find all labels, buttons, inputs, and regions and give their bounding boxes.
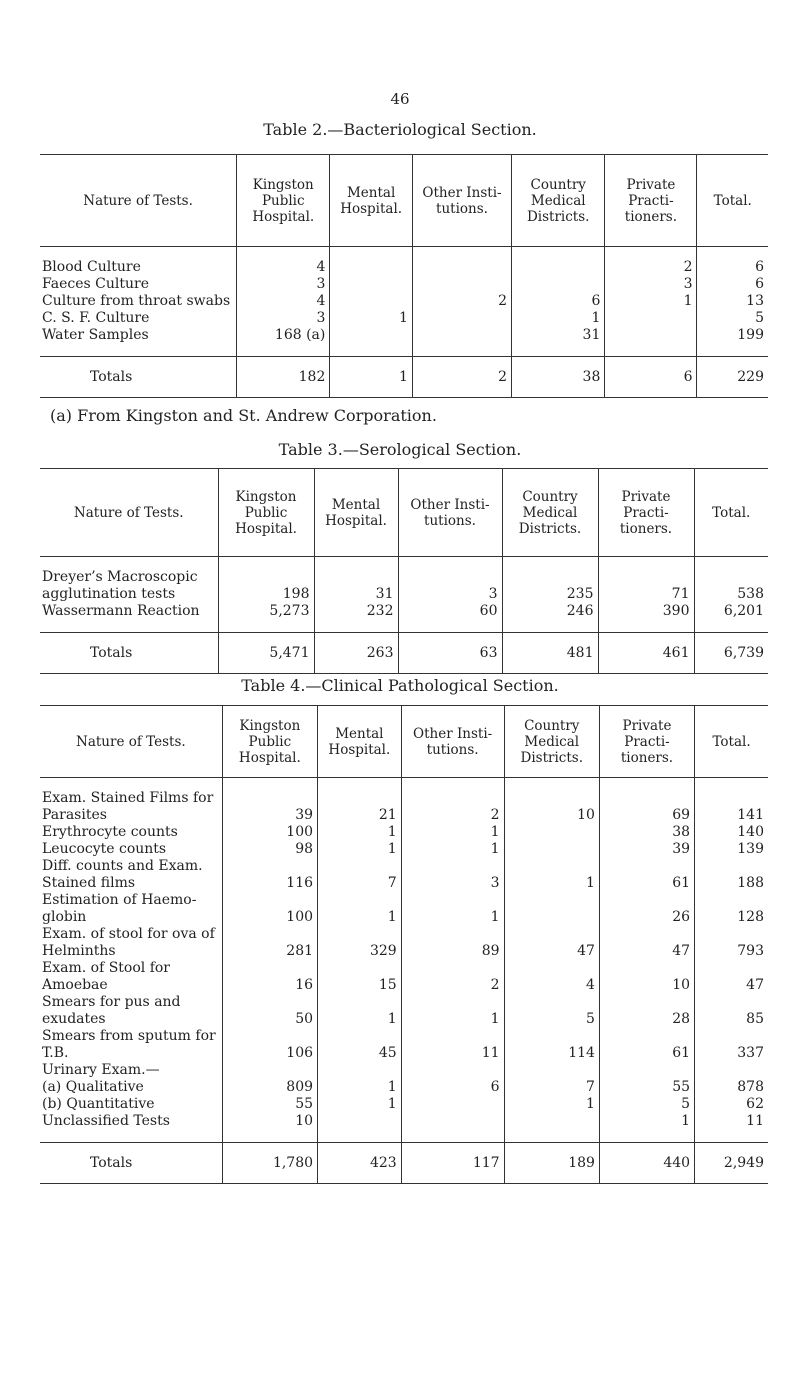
table-row (40, 1011, 768, 1028)
cell-value: 1 (330, 310, 413, 327)
cell-value (222, 960, 317, 977)
cell-value (695, 994, 768, 1011)
cell-value (599, 858, 694, 875)
cell-value (599, 892, 694, 909)
totals-row (40, 1143, 768, 1184)
totals-label: Totals (40, 633, 218, 674)
cell-value: 139 (695, 841, 768, 858)
cell-value: 10 (504, 807, 599, 824)
row-label: agglutination tests (42, 586, 176, 602)
cell-value (695, 1062, 768, 1079)
row-label: T.B. (42, 1045, 69, 1061)
cell-value (695, 926, 768, 943)
table-row (40, 892, 768, 909)
cell-value: 31 (512, 327, 605, 344)
total-value: 461 (598, 633, 694, 674)
column-header: Mental Hospital. (330, 155, 413, 247)
cell-value: 281 (222, 943, 317, 960)
cell-value: 246 (502, 603, 598, 620)
cell-value: 6 (401, 1079, 504, 1096)
cell-value (401, 1096, 504, 1113)
column-header: Other Insti- tutions. (401, 706, 504, 778)
cell-value: 1 (318, 841, 402, 858)
cell-value (401, 892, 504, 909)
table-row (40, 293, 768, 310)
column-header: Nature of Tests. (40, 706, 222, 778)
cell-value: 232 (314, 603, 398, 620)
cell-value: 10 (222, 1113, 317, 1130)
table-row (40, 603, 768, 620)
cell-value: 199 (697, 327, 768, 344)
row-label: Water Samples (42, 327, 149, 343)
cell-value: 5 (599, 1096, 694, 1113)
column-header: Nature of Tests. (40, 155, 237, 247)
cell-value (695, 858, 768, 875)
column-header: Other Insti- tutions. (398, 469, 502, 557)
cell-value: 793 (695, 943, 768, 960)
cell-value: 235 (502, 586, 598, 603)
cell-value: 38 (599, 824, 694, 841)
table-row (40, 276, 768, 293)
column-header: Private Practi- tioners. (598, 469, 694, 557)
cell-value: 6 (697, 259, 768, 276)
column-header: Country Medical Districts. (512, 155, 605, 247)
row-label: Smears for pus and (42, 994, 181, 1010)
cell-value (695, 1028, 768, 1045)
table-row (40, 1045, 768, 1062)
row-label: Faeces Culture (42, 276, 149, 292)
cell-value: 47 (599, 943, 694, 960)
cell-value (605, 310, 697, 327)
table2-caption: Table 2.—Bacteriological Section. (263, 120, 537, 139)
cell-value: 1 (504, 875, 599, 892)
totals-row (40, 357, 768, 398)
cell-value: 11 (401, 1045, 504, 1062)
cell-value (504, 926, 599, 943)
cell-value (401, 994, 504, 1011)
cell-value (599, 960, 694, 977)
row-label: (a) Qualitative (42, 1079, 144, 1095)
table-row (40, 790, 768, 807)
cell-value (412, 310, 511, 327)
table-row (40, 327, 768, 344)
total-value: 6 (605, 357, 697, 398)
cell-value (401, 1062, 504, 1079)
cell-value: 7 (504, 1079, 599, 1096)
bacteriological-table (40, 154, 768, 398)
cell-value: 1 (504, 1096, 599, 1113)
column-header: Mental Hospital. (318, 706, 402, 778)
cell-value (695, 892, 768, 909)
cell-value: 98 (222, 841, 317, 858)
cell-value (512, 276, 605, 293)
cell-value: 45 (318, 1045, 402, 1062)
cell-value (218, 569, 314, 586)
cell-value: 329 (318, 943, 402, 960)
cell-value: 6 (512, 293, 605, 310)
cell-value: 2 (605, 259, 697, 276)
table4-caption: Table 4.—Clinical Pathological Section. (241, 676, 559, 695)
cell-value (401, 960, 504, 977)
cell-value (695, 960, 768, 977)
cell-value (598, 569, 694, 586)
cell-value (504, 960, 599, 977)
cell-value (330, 259, 413, 276)
cell-value: 5 (504, 1011, 599, 1028)
total-value: 5,471 (218, 633, 314, 674)
cell-value (401, 926, 504, 943)
cell-value (599, 790, 694, 807)
cell-value: 39 (222, 807, 317, 824)
table-row (40, 909, 768, 926)
cell-value: 100 (222, 824, 317, 841)
row-label: Estimation of Haemo- (42, 892, 197, 908)
cell-value: 390 (598, 603, 694, 620)
table-row (40, 259, 768, 276)
cell-value (512, 259, 605, 276)
column-header: Other Insti- tutions. (412, 155, 511, 247)
cell-value (504, 858, 599, 875)
row-label: Helminths (42, 943, 116, 959)
cell-value: 13 (697, 293, 768, 310)
cell-value (222, 1028, 317, 1045)
cell-value: 106 (222, 1045, 317, 1062)
cell-value: 1 (401, 824, 504, 841)
cell-value: 5 (697, 310, 768, 327)
cell-value: 1 (512, 310, 605, 327)
row-label: Blood Culture (42, 259, 141, 275)
cell-value: 337 (695, 1045, 768, 1062)
row-label: Stained films (42, 875, 136, 891)
totals-row (40, 633, 768, 674)
cell-value: 31 (314, 586, 398, 603)
cell-value (504, 1113, 599, 1130)
column-header: Total. (697, 155, 768, 247)
cell-value: 71 (598, 586, 694, 603)
row-label: Culture from throat swabs (42, 293, 231, 309)
cell-value: 3 (401, 875, 504, 892)
cell-value: 3 (237, 310, 330, 327)
cell-value: 4 (237, 259, 330, 276)
table-row (40, 807, 768, 824)
cell-value: 61 (599, 1045, 694, 1062)
cell-value (412, 259, 511, 276)
table-row (40, 960, 768, 977)
cell-value (504, 1028, 599, 1045)
cell-value (504, 824, 599, 841)
cell-value (599, 926, 694, 943)
table-row (40, 824, 768, 841)
cell-value (222, 858, 317, 875)
cell-value (504, 1062, 599, 1079)
table-row (40, 569, 768, 586)
cell-value: 188 (695, 875, 768, 892)
total-value: 263 (314, 633, 398, 674)
cell-value: 16 (222, 977, 317, 994)
cell-value: 11 (695, 1113, 768, 1130)
total-value: 1 (330, 357, 413, 398)
cell-value (314, 569, 398, 586)
cell-value (504, 892, 599, 909)
cell-value (318, 858, 402, 875)
column-header: Kingston Public Hospital. (218, 469, 314, 557)
column-header: Private Practi- tioners. (605, 155, 697, 247)
total-value: 6,739 (694, 633, 768, 674)
cell-value: 1 (318, 909, 402, 926)
cell-value (401, 1113, 504, 1130)
cell-value (605, 327, 697, 344)
total-value: 182 (237, 357, 330, 398)
cell-value: 69 (599, 807, 694, 824)
row-label: Parasites (42, 807, 107, 823)
row-label: Amoebae (42, 977, 108, 993)
cell-value: 3 (237, 276, 330, 293)
cell-value: 4 (237, 293, 330, 310)
table-row (40, 926, 768, 943)
cell-value: 61 (599, 875, 694, 892)
cell-value (398, 569, 502, 586)
cell-value: 26 (599, 909, 694, 926)
total-value: 481 (502, 633, 598, 674)
cell-value (504, 841, 599, 858)
cell-value: 809 (222, 1079, 317, 1096)
cell-value (222, 892, 317, 909)
cell-value: 15 (318, 977, 402, 994)
table2-footnote: (a) From Kingston and St. Andrew Corporation. (50, 406, 437, 425)
cell-value (318, 892, 402, 909)
cell-value: 1 (605, 293, 697, 310)
total-value: 423 (318, 1143, 402, 1184)
row-label: Leucocyte counts (42, 841, 167, 857)
cell-value: 1 (599, 1113, 694, 1130)
cell-value (330, 327, 413, 344)
row-label: Diff. counts and Exam. (42, 858, 203, 874)
cell-value (599, 994, 694, 1011)
cell-value: 198 (218, 586, 314, 603)
cell-value: 6,201 (694, 603, 768, 620)
totals-label: Totals (40, 357, 237, 398)
table-row (40, 994, 768, 1011)
row-label: C. S. F. Culture (42, 310, 150, 326)
cell-value: 128 (695, 909, 768, 926)
cell-value (330, 276, 413, 293)
page-number: 46 (390, 90, 410, 108)
cell-value (318, 1028, 402, 1045)
row-label: Urinary Exam.— (42, 1062, 160, 1078)
cell-value: 1 (318, 1079, 402, 1096)
total-value: 229 (697, 357, 768, 398)
row-label: Wassermann Reaction (42, 603, 200, 619)
cell-value (599, 1062, 694, 1079)
column-header: Total. (695, 706, 768, 778)
table-row (40, 310, 768, 327)
total-value: 2 (412, 357, 511, 398)
total-value: 63 (398, 633, 502, 674)
cell-value: 114 (504, 1045, 599, 1062)
cell-value (318, 790, 402, 807)
table-row (40, 841, 768, 858)
cell-value: 1 (318, 1096, 402, 1113)
row-label: Smears from sputum for (42, 1028, 216, 1044)
cell-value (504, 909, 599, 926)
cell-value: 1 (401, 909, 504, 926)
cell-value: 47 (504, 943, 599, 960)
cell-value: 538 (694, 586, 768, 603)
cell-value: 141 (695, 807, 768, 824)
cell-value: 1 (318, 1011, 402, 1028)
cell-value: 10 (599, 977, 694, 994)
row-label: Dreyer’s Macroscopic (42, 569, 198, 585)
cell-value (318, 1062, 402, 1079)
cell-value: 6 (697, 276, 768, 293)
cell-value: 140 (695, 824, 768, 841)
cell-value: 1 (401, 1011, 504, 1028)
cell-value: 50 (222, 1011, 317, 1028)
table-row (40, 1028, 768, 1045)
cell-value: 55 (222, 1096, 317, 1113)
column-header: Private Practi- tioners. (599, 706, 694, 778)
row-label: (b) Quantitative (42, 1096, 155, 1112)
column-header: Country Medical Districts. (502, 469, 598, 557)
cell-value: 3 (605, 276, 697, 293)
column-header: Nature of Tests. (40, 469, 218, 557)
total-value: 2,949 (695, 1143, 768, 1184)
column-header: Kingston Public Hospital. (237, 155, 330, 247)
cell-value (222, 994, 317, 1011)
table-row (40, 1113, 768, 1130)
cell-value (695, 790, 768, 807)
cell-value: 100 (222, 909, 317, 926)
table-row (40, 943, 768, 960)
cell-value (504, 994, 599, 1011)
cell-value: 4 (504, 977, 599, 994)
cell-value (694, 569, 768, 586)
total-value: 440 (599, 1143, 694, 1184)
column-header: Mental Hospital. (314, 469, 398, 557)
cell-value: 168 (a) (237, 327, 330, 344)
table-row (40, 1096, 768, 1113)
cell-value (222, 926, 317, 943)
cell-value: 85 (695, 1011, 768, 1028)
table-row (40, 1079, 768, 1096)
cell-value (222, 1062, 317, 1079)
row-label: Exam. of stool for ova of (42, 926, 215, 942)
total-value: 1,780 (222, 1143, 317, 1184)
table-row (40, 858, 768, 875)
cell-value (401, 790, 504, 807)
cell-value: 21 (318, 807, 402, 824)
cell-value: 3 (398, 586, 502, 603)
cell-value (412, 327, 511, 344)
row-label: Exam. Stained Films for (42, 790, 214, 806)
row-label: Exam. of Stool for (42, 960, 171, 976)
totals-label: Totals (40, 1143, 222, 1184)
table3-caption: Table 3.—Serological Section. (278, 440, 522, 459)
cell-value: 5,273 (218, 603, 314, 620)
cell-value (318, 994, 402, 1011)
cell-value (222, 790, 317, 807)
row-label: Unclassified Tests (42, 1113, 170, 1129)
row-label: Erythrocyte counts (42, 824, 178, 840)
cell-value: 47 (695, 977, 768, 994)
column-header: Country Medical Districts. (504, 706, 599, 778)
cell-value: 55 (599, 1079, 694, 1096)
cell-value (318, 960, 402, 977)
cell-value: 116 (222, 875, 317, 892)
cell-value: 39 (599, 841, 694, 858)
cell-value (599, 1028, 694, 1045)
cell-value (318, 1113, 402, 1130)
cell-value (318, 926, 402, 943)
cell-value: 89 (401, 943, 504, 960)
cell-value (412, 276, 511, 293)
cell-value: 7 (318, 875, 402, 892)
cell-value: 1 (401, 841, 504, 858)
cell-value: 2 (401, 977, 504, 994)
cell-value (330, 293, 413, 310)
cell-value: 2 (401, 807, 504, 824)
total-value: 189 (504, 1143, 599, 1184)
table-row (40, 586, 768, 603)
serological-table (40, 468, 768, 674)
total-value: 117 (401, 1143, 504, 1184)
row-label: globin (42, 909, 87, 925)
cell-value: 1 (318, 824, 402, 841)
cell-value: 60 (398, 603, 502, 620)
cell-value: 62 (695, 1096, 768, 1113)
total-value: 38 (512, 357, 605, 398)
table-row (40, 1062, 768, 1079)
cell-value: 28 (599, 1011, 694, 1028)
cell-value (401, 1028, 504, 1045)
column-header: Kingston Public Hospital. (222, 706, 317, 778)
column-header: Total. (694, 469, 768, 557)
cell-value (401, 858, 504, 875)
cell-value: 2 (412, 293, 511, 310)
cell-value: 878 (695, 1079, 768, 1096)
cell-value (502, 569, 598, 586)
table-row (40, 875, 768, 892)
clinical-pathological-table (40, 705, 768, 1184)
row-label: exudates (42, 1011, 106, 1027)
cell-value (504, 790, 599, 807)
table-row (40, 977, 768, 994)
